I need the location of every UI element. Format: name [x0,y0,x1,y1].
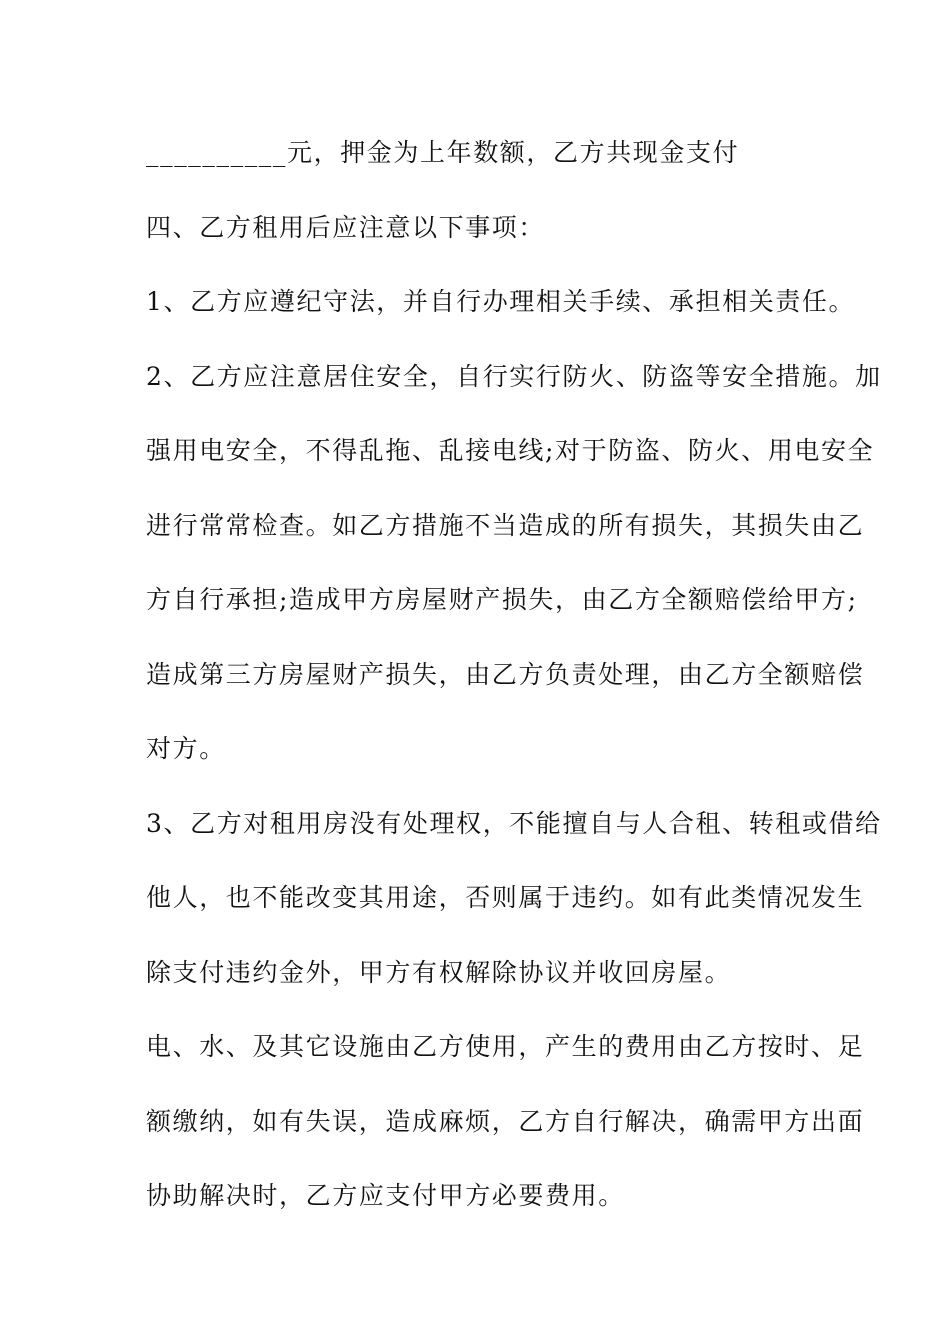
text-line: 额缴纳，如有失误，造成麻烦，乙方自行解决，确需甲方出面 [146,1107,865,1136]
text-line: 对方。 [146,734,226,763]
text-line: 进行常常检查。如乙方措施不当造成的所有损失，其损失由乙 [146,511,865,540]
text-line: 2、乙方应注意居住安全，自行实行防火、防盗等安全措施。加 [146,362,882,391]
text-line: 他人，也不能改变其用途，否则属于违约。如有此类情况发生 [146,883,865,912]
section-heading: 四、乙方租用后应注意以下事项： [146,213,546,242]
text-line: 强用电安全，不得乱拖、乱接电线;对于防盗、防火、用电安全 [146,436,875,465]
text-line: 协助解决时，乙方应支付甲方必要费用。 [146,1181,625,1210]
text-line: 造成第三方房屋财产损失，由乙方负责处理，由乙方全额赔偿 [146,660,865,689]
text-line: 电、水、及其它设施由乙方使用，产生的费用由乙方按时、足 [146,1032,865,1061]
text-line: 除支付违约金外，甲方有权解除协议并收回房屋。 [146,958,732,987]
text-line: 1、乙方应遵纪守法，并自行办理相关手续、承担相关责任。 [146,287,856,316]
text-line: __________元，押金为上年数额，乙方共现金支付 [146,138,740,167]
text-line: 3、乙方对租用房没有处理权，不能擅自与人合租、转租或借给 [146,809,882,838]
text-line: 方自行承担;造成甲方房屋财产损失，由乙方全额赔偿给甲方; [146,585,858,614]
